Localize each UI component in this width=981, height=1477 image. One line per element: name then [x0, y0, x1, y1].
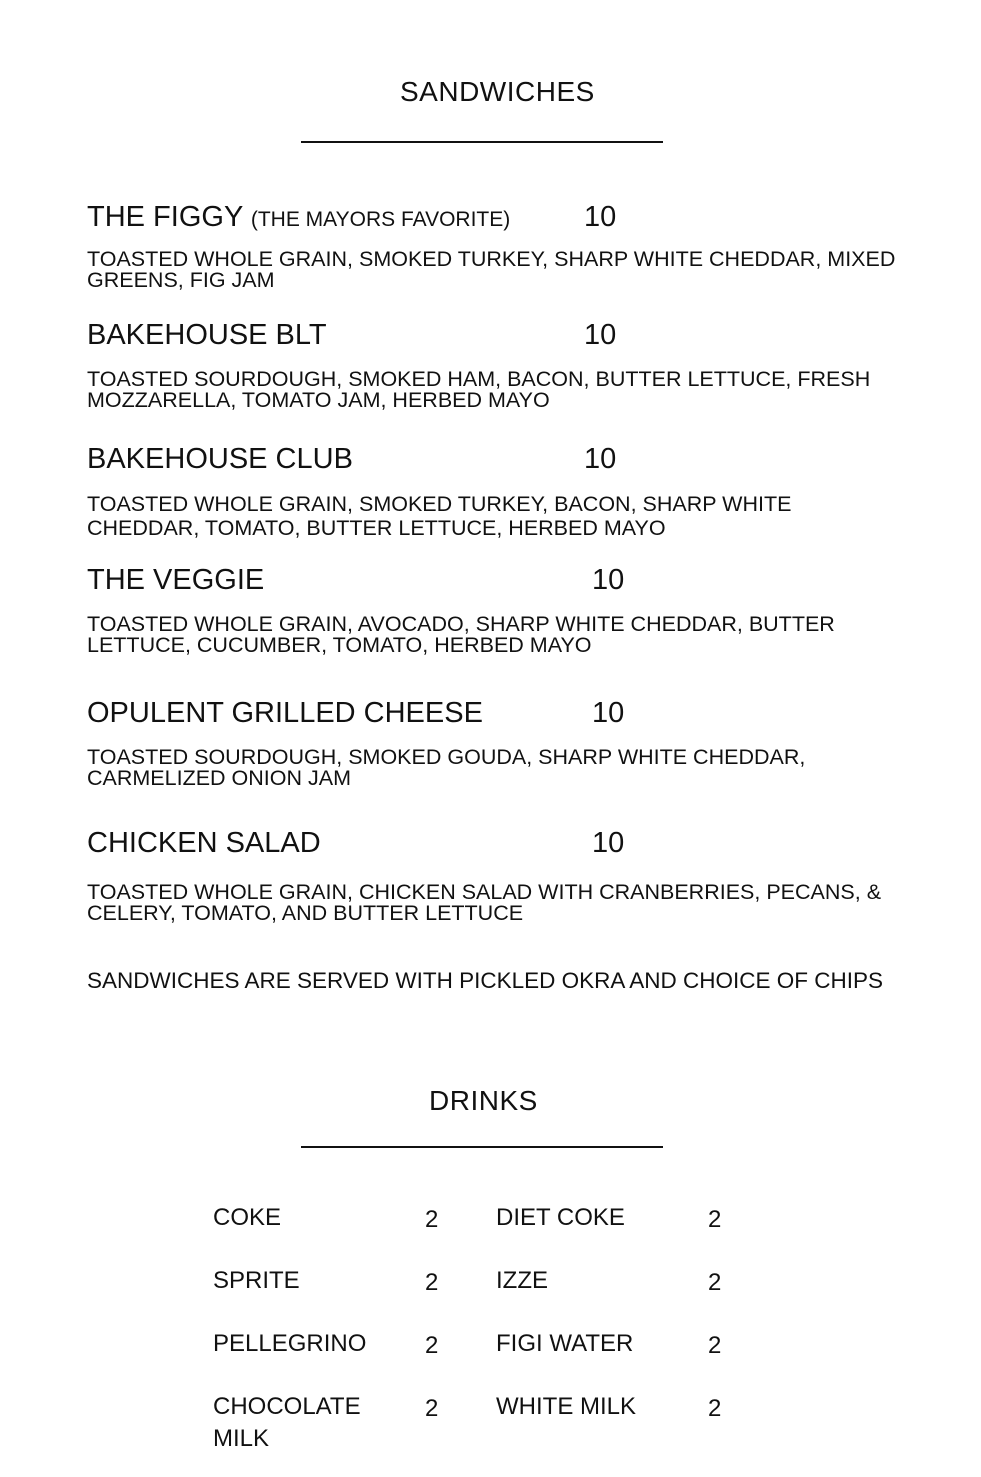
sandwiches-title: SANDWICHES	[400, 76, 595, 107]
drink-price: 2	[708, 1395, 722, 1422]
drink-name: SPRITE	[213, 1267, 300, 1294]
drinks-title: DRINKS	[429, 1085, 538, 1116]
menu-item-price: 10	[584, 443, 617, 475]
drinks-divider	[301, 1146, 663, 1148]
drink-name: IZZE	[496, 1267, 548, 1294]
drink-price: 2	[425, 1206, 439, 1233]
menu-item-name: CHICKEN SALAD	[87, 827, 321, 859]
menu-item-description: TOASTED WHOLE GRAIN, SMOKED TURKEY, SHARP WHITE CHEDDAR, MIXED GREENS, FIG JAM	[87, 247, 896, 292]
menu-item-price: 10	[592, 697, 625, 729]
drink-price: 2	[425, 1332, 439, 1359]
drink-price: 2	[708, 1206, 722, 1233]
drink-name: FIGI WATER	[496, 1330, 634, 1357]
drink-price: 2	[425, 1395, 439, 1422]
menu-item-note: (THE MAYORS FAVORITE)	[250, 208, 511, 231]
menu-item-name: BAKEHOUSE CLUB	[87, 443, 353, 475]
menu-item-name: THE FIGGY (THE MAYORS FAVORITE)	[87, 201, 511, 233]
sandwiches-divider	[301, 141, 663, 143]
menu-item-description: TOASTED SOURDOUGH, SMOKED GOUDA, SHARP WHITE CHEDDAR, CARMELIZED ONION JAM	[87, 745, 806, 790]
drink-name: COKE	[213, 1204, 282, 1231]
menu-item-description: TOASTED SOURDOUGH, SMOKED HAM, BACON, BUTTER LETTUCE, FRESH MOZZARELLA, TOMATO JAM, HERBED MAYO	[87, 367, 871, 412]
menu-item-name: BAKEHOUSE BLT	[87, 319, 327, 351]
sandwiches-footnote: SANDWICHES ARE SERVED WITH PICKLED OKRA AND CHOICE OF CHIPS	[87, 968, 883, 993]
drink-name: CHOCOLATE MILK	[213, 1393, 361, 1452]
menu-item-price: 10	[592, 827, 625, 859]
menu-item-description: TOASTED WHOLE GRAIN, CHICKEN SALAD WITH CRANBERRIES, PECANS, & CELERY, TOMATO, AND BUTTER LETTUCE	[87, 880, 882, 925]
menu-item-name: THE VEGGIE	[87, 564, 265, 596]
menu-item-name: OPULENT GRILLED CHEESE	[87, 697, 483, 729]
drink-name: WHITE MILK	[496, 1393, 637, 1420]
menu-item-price: 10	[584, 319, 617, 351]
drink-name: DIET COKE	[496, 1204, 625, 1231]
drink-price: 2	[425, 1269, 439, 1296]
menu-item-description: TOASTED WHOLE GRAIN, AVOCADO, SHARP WHITE CHEDDAR, BUTTER LETTUCE, CUCUMBER, TOMATO, HERBED MAYO	[87, 612, 835, 657]
drink-price: 2	[708, 1269, 722, 1296]
drink-name: PELLEGRINO	[213, 1330, 367, 1357]
menu-item-description: TOASTED WHOLE GRAIN, SMOKED TURKEY, BACON, SHARP WHITE CHEDDAR, TOMATO, BUTTER LETTUCE, HERBED MAYO	[87, 492, 792, 540]
menu-item-price: 10	[584, 201, 617, 233]
menu-item-price: 10	[592, 564, 625, 596]
drink-price: 2	[708, 1332, 722, 1359]
